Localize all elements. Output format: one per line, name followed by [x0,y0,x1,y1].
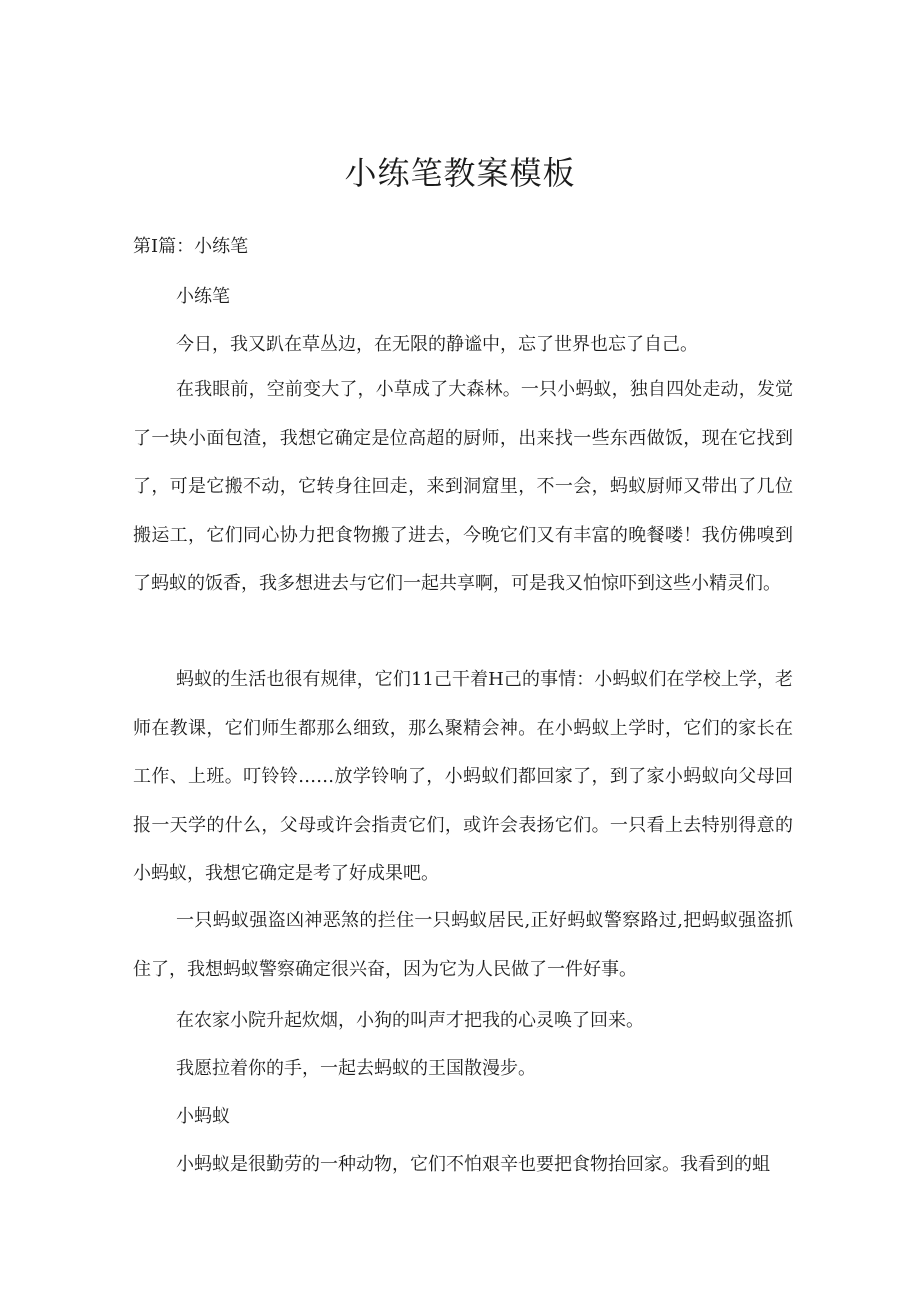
paragraph-4: 一只蚂蚁强盗凶神恶煞的拦住一只蚂蚁居民,正好蚂蚁警察路过,把蚂蚁强盗抓住了，我想蚂蚁警察确定很兴奋，因为它为人民做了一件好事。 [133,910,793,980]
subtitle-2: 小蚂蚁 [176,1106,230,1127]
document-title: 小练笔教案模板 [344,154,576,192]
paragraph-5: 在农家小院升起炊烟，小狗的叫声才把我的心灵唤了回来。 [176,1010,644,1031]
paragraph-1: 今日，我又趴在草丛边，在无限的静谧中，忘了世界也忘了自己。 [176,334,698,355]
paragraph-3: 蚂蚁的生活也很有规律，它们11己干着H己的事情：小蚂蚁们在学校上学，老师在教课，它们师生都那么细致，那么聚精会神。在小蚂蚁上学时，它们的家长在工作、上班。叮铃铃……放学铃响了，小蚂蚁们都回家了，到了家小蚂蚁向父母回报一天学的什么，父母或许会指责它们，或许会表扬它们。一只看上去特别得意的小蚂蚁，我想它确定是考了好成果吧。 [133,669,793,885]
paragraph-6: 我愿拉着你的手，一起去蚂蚁的王国散漫步。 [176,1058,536,1079]
subtitle: 小练笔 [176,286,230,307]
section-heading: 第Ⅰ篇：小练笔 [133,236,249,257]
paragraph-7: 小蚂蚁是很勤劳的一种动物，它们不怕艰辛也要把食物抬回家。我看到的蛆 [176,1154,770,1175]
paragraph-2: 在我眼前，空前变大了，小草成了大森林。一只小蚂蚁，独自四处走动，发觉了一块小面包渣，我想它确定是位高超的厨师，出来找一些东西做饭，现在它找到了，可是它搬不动，它转身往回走，来到洞窟里，不一会，蚂蚁厨师又带出了几位搬运工，它们同心协力把食物搬了进去，今晚它们又有丰富的晚餐喽！我仿佛嗅到了蚂蚁的饭香，我多想进去与它们一起共享啊，可是我又怕惊吓到这些小精灵们。 [133,379,793,595]
